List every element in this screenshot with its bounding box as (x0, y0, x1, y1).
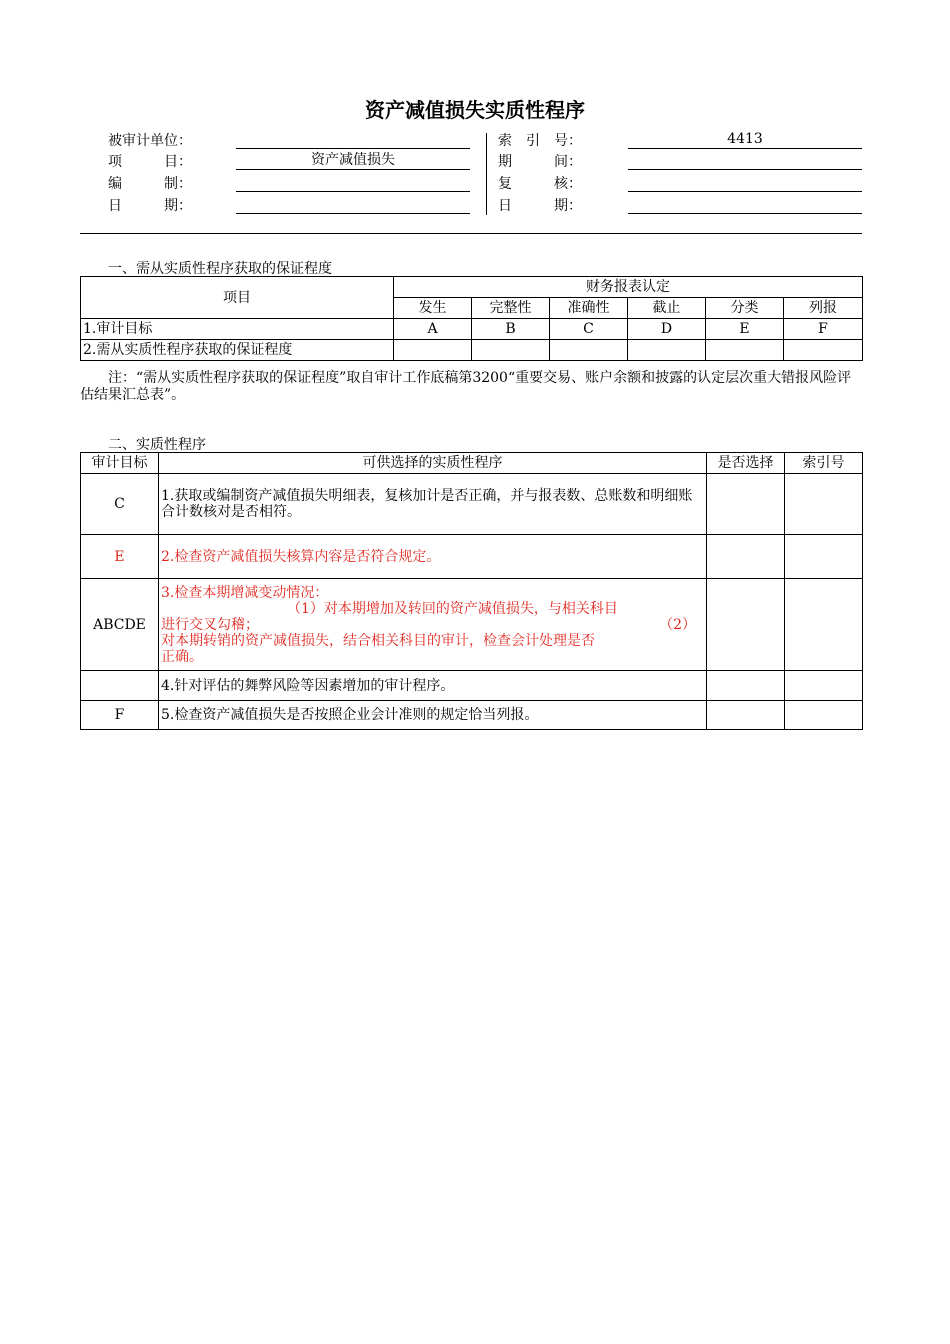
audit-target: C (81, 474, 159, 535)
review-date-label: 日 期： (498, 198, 582, 214)
procedure-text: 4.针对评估的舞弊风险等因素增加的审计程序。 (159, 671, 707, 701)
table-row (81, 340, 863, 361)
table-row (81, 701, 863, 730)
cell-input[interactable] (394, 340, 472, 361)
cell: C (550, 319, 628, 340)
cell-input[interactable] (706, 340, 784, 361)
table-row (81, 671, 863, 701)
cell: A (394, 319, 472, 340)
selected-cell[interactable] (707, 701, 785, 730)
page-title: 资产减值损失实质性程序 (365, 98, 585, 122)
procedure-line-wrap (161, 617, 704, 633)
audit-target (81, 671, 159, 701)
audited-unit-label: 被审计单位： (108, 133, 192, 149)
index-cell[interactable] (785, 671, 863, 701)
table-row (81, 535, 863, 579)
col-presentation: 列报 (784, 298, 863, 319)
header-audit-target: 审计目标 (81, 453, 159, 474)
index-number-field[interactable]: 4413 (628, 130, 862, 149)
selected-cell[interactable] (707, 579, 785, 671)
header-selected: 是否选择 (707, 453, 785, 474)
row-label: 1.审计目标 (81, 319, 394, 340)
cell: B (472, 319, 550, 340)
col-accuracy: 准确性 (550, 298, 628, 319)
index-cell[interactable] (785, 701, 863, 730)
assurance-table (80, 276, 863, 361)
audit-target: ABCDE (81, 579, 159, 671)
cell-input[interactable] (628, 340, 706, 361)
cell: F (784, 319, 863, 340)
header-index: 索引号 (785, 453, 863, 474)
item-header: 项目 (81, 277, 394, 319)
procedure-text: 2.检查资产减值损失核算内容是否符合规定。 (159, 535, 707, 579)
cell-input[interactable] (550, 340, 628, 361)
procedure-line: （2） (659, 616, 696, 633)
procedure-text: 1.获取或编制资产减值损失明细表，复核加计是否正确，并与报表数、总账数和明细账合计数核对是否相符。 (159, 474, 707, 535)
header-procedure: 可供选择的实质性程序 (159, 453, 707, 474)
preparer-field[interactable] (236, 173, 470, 192)
section1-note: 注：“需从实质性程序获取的保证程度”取自审计工作底稿第3200“重要交易、账户余额和披露的认定层次重大错报风险评估结果汇总表”。 (80, 370, 852, 403)
cell: D (628, 319, 706, 340)
period-label: 期 间： (498, 154, 582, 170)
procedure-text (159, 579, 707, 671)
header-divider (486, 133, 487, 215)
cell-input[interactable] (784, 340, 863, 361)
item-label: 项 目： (108, 154, 192, 170)
index-cell[interactable] (785, 535, 863, 579)
preparer-label: 编 制： (108, 176, 192, 192)
assertion-group-header: 财务报表认定 (394, 277, 863, 298)
audited-unit-field[interactable] (236, 130, 470, 149)
procedure-text: 5.检查资产减值损失是否按照企业会计准则的规定恰当列报。 (159, 701, 707, 730)
procedure-line: （1）对本期增加及转回的资产减值损失，与相关科目 (287, 600, 618, 617)
selected-cell[interactable] (707, 535, 785, 579)
audit-target: F (81, 701, 159, 730)
table-row (81, 319, 863, 340)
period-field[interactable] (628, 151, 862, 170)
section1-heading: 一、需从实质性程序获取的保证程度 (108, 261, 332, 277)
header-rule (80, 233, 862, 234)
index-cell[interactable] (785, 579, 863, 671)
col-occurrence: 发生 (394, 298, 472, 319)
selected-cell[interactable] (707, 671, 785, 701)
procedure-line: 进行交叉勾稽； (161, 616, 259, 633)
index-cell[interactable] (785, 474, 863, 535)
table-row (81, 474, 863, 535)
procedures-table (80, 452, 863, 730)
procedure-line: 3.检查本期增减变动情况： (161, 584, 329, 601)
prepare-date-field[interactable] (236, 195, 470, 214)
section2-heading: 二、实质性程序 (108, 437, 206, 453)
procedure-line: 对本期转销的资产减值损失，结合相关科目的审计，检查会计处理是否 (161, 632, 595, 649)
cell: E (706, 319, 784, 340)
col-classification: 分类 (706, 298, 784, 319)
prepare-date-label: 日 期： (108, 198, 192, 214)
table-row (81, 579, 863, 671)
item-field[interactable]: 资产减值损失 (236, 151, 470, 170)
review-date-field[interactable] (628, 195, 862, 214)
procedure-line: 正确。 (161, 648, 203, 665)
cell-input[interactable] (472, 340, 550, 361)
reviewer-label: 复 核： (498, 176, 582, 192)
reviewer-field[interactable] (628, 173, 862, 192)
col-completeness: 完整性 (472, 298, 550, 319)
selected-cell[interactable] (707, 474, 785, 535)
index-number-label: 索 引 号： (498, 133, 582, 149)
audit-target: E (81, 535, 159, 579)
row-label: 2.需从实质性程序获取的保证程度 (81, 340, 394, 361)
col-cutoff: 截止 (628, 298, 706, 319)
